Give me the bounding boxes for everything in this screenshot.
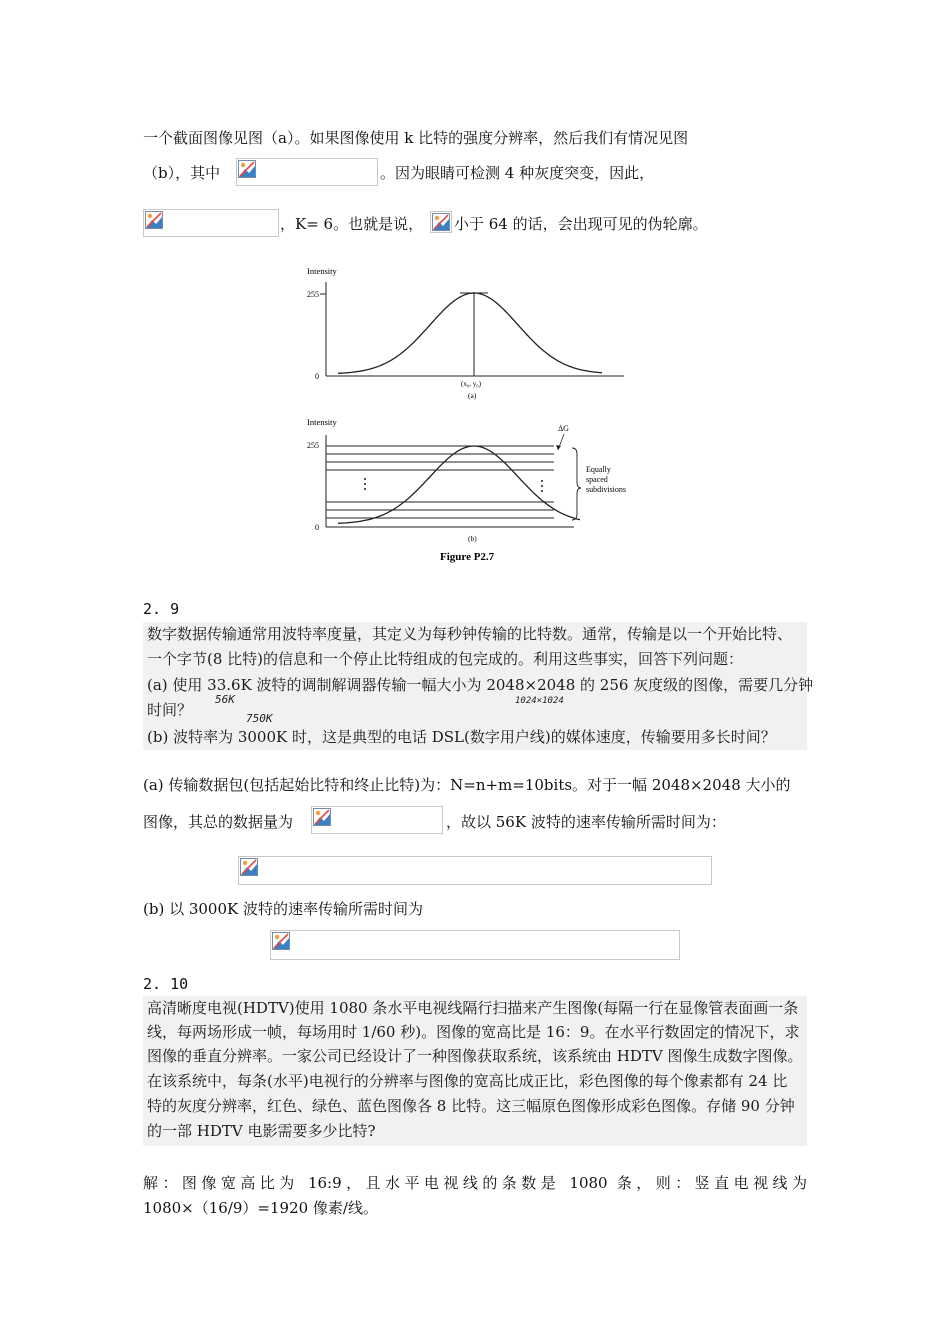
section-number: 2. 9 — [143, 600, 180, 618]
figure-a-caption: (a) — [468, 391, 477, 400]
handwritten-note: 1024×1024 — [515, 696, 564, 706]
figure-a-gaussian-curve — [338, 293, 602, 373]
figure-b-ytick-255: 255 — [307, 441, 319, 450]
figure-b-caption: (b) — [468, 534, 477, 543]
figure-a-ylabel: Intensity — [307, 266, 337, 276]
figure-b-brace-text-2: spaced — [586, 475, 608, 484]
scan-line: (a) 使用 33.6K 波特的调制解调器传输一幅大小为 2048×2048 的 256 灰度级的图像，需要几分钟 — [147, 676, 814, 694]
scan-line: 图像的垂直分辨率。一家公司已经设计了一种图像获取系统，该系统由 HDTV 图像生成数字图像。 — [147, 1047, 803, 1065]
figure-a-ytick-0: 0 — [315, 372, 319, 381]
broken-image-placeholder — [311, 806, 443, 834]
solution-line: 1080×（16/9）=1920 像素/线。 — [143, 1199, 378, 1217]
figure-b-brace-text-1: Equally — [586, 465, 611, 474]
broken-image-icon — [432, 213, 450, 231]
handwritten-note: 56K — [215, 693, 235, 706]
figure-b-brace-text-3: subdivisions — [586, 485, 627, 494]
scan-line: 时间？ — [147, 701, 193, 719]
figure-title: Figure P2.7 — [440, 551, 495, 563]
paragraph-line: 。因为眼睛可检测 4 种灰度突变，因此， — [380, 164, 655, 182]
broken-image-icon — [272, 932, 290, 950]
figure-a-xlabel: (x₀, y₀) — [461, 380, 482, 388]
scan-line: 在该系统中，每条(水平)电视行的分辨率与图像的宽高比成正比，彩色图像的每个像素都有 24 比 — [147, 1072, 788, 1090]
paragraph-line: 一个截面图像见图（a）。如果图像使用 k 比特的强度分辨率，然后我们有情况见图 — [143, 129, 689, 147]
figure-a-ytick-255: 255 — [307, 290, 319, 299]
figure-b-gaussian-curve — [338, 446, 580, 523]
figure-p2-7 — [290, 262, 640, 567]
section-number: 2. 10 — [143, 975, 189, 993]
figure-b-ellipsis-left — [364, 478, 366, 490]
scan-line: 的一部 HDTV 电影需要多少比特? — [147, 1122, 376, 1140]
broken-image-placeholder — [270, 930, 680, 960]
broken-image-icon — [240, 858, 258, 876]
figure-b-ytick-0: 0 — [315, 523, 319, 532]
answer-line: 图像，其总的数据量为 — [143, 813, 294, 831]
scan-line: 特的灰度分辨率，红色、绿色、蓝色图像各 8 比特。这三幅原色图像形成彩色图像。存储 90 分钟 — [147, 1097, 795, 1115]
paragraph-line: ，K= 6。也就是说， — [280, 215, 424, 233]
answer-line: (b) 以 3000K 波特的速率传输所需时间为 — [143, 900, 423, 918]
answer-line: (a) 传输数据包(包括起始比特和终止比特)为：N=n+m=10bits。对于一幅 2048×2048 大小的 — [143, 776, 791, 794]
broken-image-placeholder — [143, 209, 279, 237]
handwritten-note: 750K — [246, 712, 273, 725]
broken-image-icon — [313, 808, 331, 826]
figure-b-brace — [572, 448, 581, 520]
broken-image-icon — [145, 211, 163, 229]
scan-line: (b) 波特率为 3000K 时，这是典型的电话 DSL(数字用户线)的媒体速度，传输要用多长时间？ — [147, 728, 776, 746]
broken-image-icon — [238, 160, 256, 178]
scanned-problem-2-10 — [143, 996, 807, 1146]
figure-b-delta-label: ΔG — [558, 424, 569, 433]
paragraph-line: （b），其中 — [143, 164, 221, 182]
scan-line: 数字数据传输通常用波特率度量，其定义为每秒钟传输的比特数。通常，传输是以一个开始比特、 — [147, 625, 793, 643]
scan-line: 一个字节(8 比特)的信息和一个停止比特组成的包完成的。利用这些事实，回答下列问题： — [147, 650, 744, 668]
figure-b-ylabel: Intensity — [307, 417, 337, 427]
scan-line: 线，每两场形成一帧，每场用时 1/60 秒)。图像的宽高比是 16：9。在水平行数固定的情况下，求 — [147, 1023, 800, 1041]
solution-line: 解：图像宽高比为 16:9，且水平电视线的条数是 1080 条，则：竖直电视线为 — [143, 1174, 807, 1192]
scan-line: 高清晰度电视(HDTV)使用 1080 条水平电视线隔行扫描来产生图像(每隔一行在显像管表面画一条 — [147, 999, 799, 1017]
broken-image-placeholder — [430, 211, 452, 233]
scanned-problem-2-9 — [143, 622, 814, 750]
figure-b-subdivision-lines — [326, 446, 554, 518]
answer-line: ，故以 56K 波特的速率传输所需时间为： — [446, 813, 726, 831]
broken-image-placeholder — [238, 856, 712, 885]
figure-b-ellipsis-right — [541, 480, 543, 492]
paragraph-line: 小于 64 的话，会出现可见的伪轮廓。 — [454, 215, 708, 233]
broken-image-placeholder — [236, 158, 378, 186]
